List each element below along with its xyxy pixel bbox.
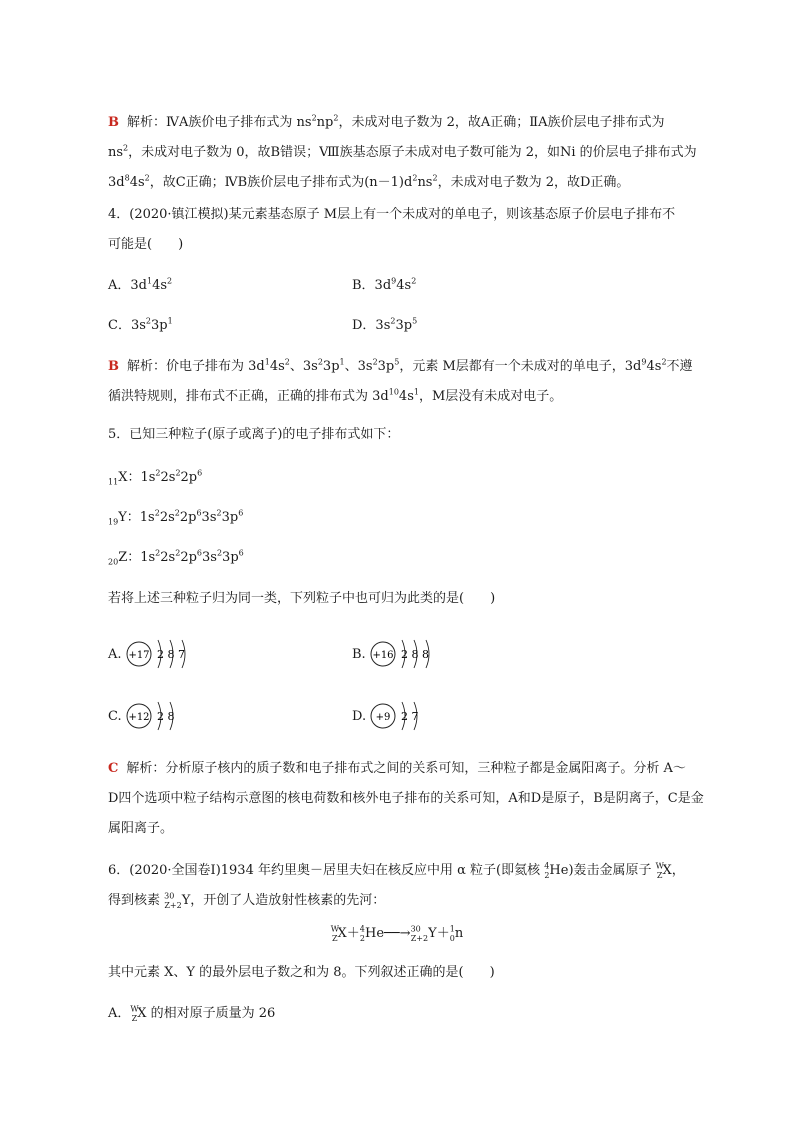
- nuclear-reaction-equation: $^W_Z$X＋$^4_2$He──→$^{30}_{Z+2}$Y＋$^1_0$n: [330, 924, 464, 943]
- svg-text:2 8 7: 2 8 7: [156, 648, 185, 661]
- q5-option-c: C. +12 2 8: [108, 698, 194, 734]
- q4-option-d: D．$3s^23p^5$: [352, 316, 418, 333]
- q6-stem: 6．(2020·全国卷Ⅰ)1934 年约里奥－居里夫妇在核反应中用 α 粒子(即氦核 $^4_2$He)轰击金属原子 $^W_Z$X， 得到核素 $^{30}_{Z+2}$Y，开创了人造放射性核素的先河：: [108, 861, 685, 910]
- q4-option-a: A．$3d^14s^2$: [108, 276, 173, 293]
- svg-text:+16: +16: [372, 650, 394, 661]
- svg-text:+17: +17: [127, 650, 150, 661]
- q5-config-x: $_{11}$X：$1s^22s^22p^6$: [108, 468, 203, 487]
- atom-structure-diagram: [368, 698, 438, 734]
- svg-text:+12: +12: [128, 712, 150, 723]
- atom-structure-diagram: [124, 698, 194, 734]
- q5-option-d: D. +9 2 7: [352, 698, 438, 734]
- q5-question: 若将上述三种粒子归为同一类，下列粒子中也可归为此类的是( ): [108, 591, 496, 606]
- q4-option-b: B．$3d^94s^2$: [352, 276, 417, 293]
- q4-explanation: B 解析：价电子排布为 $3d^14s^2$、$3s^23p^1$、$3s^23p^5$，元素 M层都有一个未成对的单电子，$3d^94s^2$不遵 循洪特规则，排布式不正确，正确的排布式为 $3d^{10}4s^1$，M层没有未成对电子。: [108, 357, 693, 404]
- svg-text:2 7: 2 7: [401, 710, 419, 723]
- q4-option-c: C．$3s^23p^1$: [108, 316, 173, 333]
- answer-badge: B: [108, 359, 119, 374]
- q5-option-b: B. +16 2 8 8: [352, 636, 448, 672]
- atom-structure-diagram: [124, 636, 204, 672]
- answer-badge: C: [108, 761, 119, 776]
- q3-explanation: B 解析：ⅣA族价电子排布式为 $ns^2np^2$，未成对电子数为 2，故A正确；ⅡA族价层电子排布式为 $ns^2$，未成对电子数为 0，故B错误；Ⅷ族基态原子未成对电子数可能为 2，如Ni 的价层电子排布式为 $3d^84s^2$，故C正确；ⅣB族价层电子排布式为$(n-1)d^2ns^2$，未成对电子数为 2，故D正确。: [108, 113, 697, 190]
- svg-text:2 8 8: 2 8 8: [400, 648, 429, 661]
- svg-text:2 8: 2 8: [156, 710, 175, 723]
- svg-text:+9: +9: [375, 712, 391, 723]
- q5-option-a: A. +17 2 8 7: [108, 636, 204, 672]
- q6-question: 其中元素 X、Y 的最外层电子数之和为 8。下列叙述正确的是( ): [108, 965, 495, 980]
- q5-stem: 5．已知三种粒子(原子或离子)的电子排布式如下：: [108, 427, 400, 442]
- atom-structure-diagram: [368, 636, 448, 672]
- q6-option-a: A．$^W_Z$X 的相对原子质量为 26: [108, 1004, 276, 1023]
- q5-config-y: $_{19}$Y：$1s^22s^22p^63s^23p^6$: [108, 508, 244, 527]
- q5-config-z: $_{20}$Z：$1s^22s^22p^63s^23p^6$: [108, 548, 244, 567]
- q4-stem: 4．(2020·镇江模拟)某元素基态原子 M层上有一个未成对的单电子，则该基态原子价层电子排布不 可能是( ): [108, 207, 676, 252]
- answer-badge: B: [108, 115, 119, 130]
- q5-explanation: C 解析：分析原子核内的质子数和电子排布式之间的关系可知，三种粒子都是金属阳离子。分析 A～ D四个选项中粒子结构示意图的核电荷数和核外电子排布的关系可知，A和D是原子，B是阴离子，C是金 属阳离子。: [108, 761, 704, 836]
